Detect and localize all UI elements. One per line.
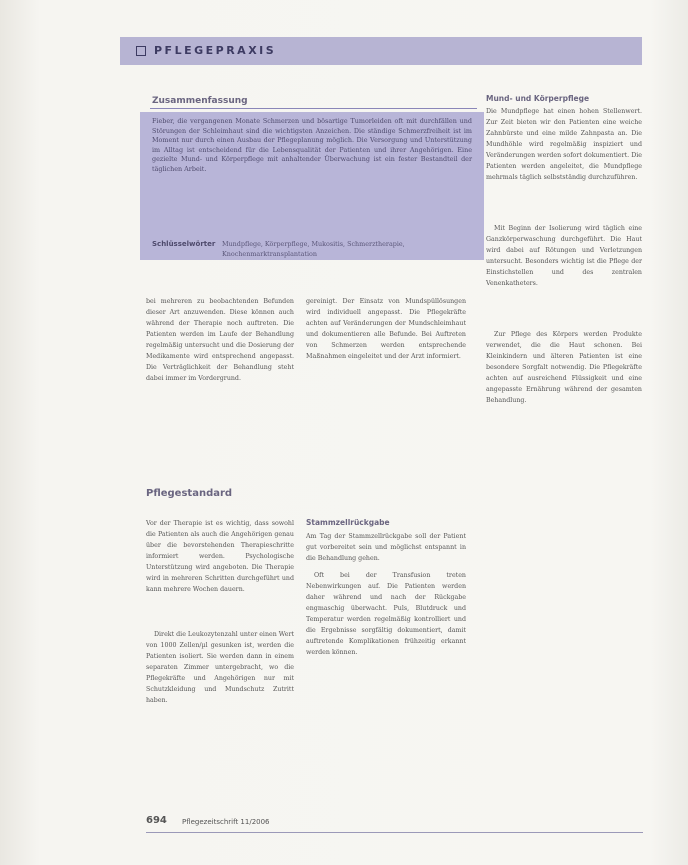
journal-name: Pflegezeitschrift 11/2006 (182, 818, 270, 826)
col3-paragraph-2: Mit Beginn der Isolierung wird täglich eine Ganzkörperwaschung durchgeführt. Die Haut wird dabei auf Rötungen und Verletzungen untersucht. Besonders wichtig ist die Pflege der Einstichstellen und des zentralen Venenkatheters. (486, 225, 642, 287)
column-2-top (306, 296, 466, 362)
keywords-text: Mundpflege, Körperpflege, Mukositis, Schmerztherapie, Knochenmarktransplantation (222, 240, 405, 258)
summary-divider (150, 108, 477, 109)
col1-paragraph-1: bei mehreren zu beobachtenden Befunden dieser Art anzuwenden. Diese können auch während der Therapie noch auftreten. Die Patienten werden im Laufe der Behandlung regelmäßig untersucht und die Dosierung der Medikamente wird entsprechend angepasst. Die Verträglichkeit der Behandlung steht dabei immer im Vordergrund. (146, 298, 294, 382)
col1-paragraph-3: Direkt die Leukozytenzahl unter einen Wert von 1000 Zellen/µl gesunken ist, werden die Patienten isoliert. Sie werden dann in einem separaten Zimmer untergebracht, wo die Pflegekräfte und Angehörigen nur mit Schutzkleidung und Mundschutz Zutritt haben. (146, 631, 295, 704)
square-icon (136, 46, 146, 56)
col2-paragraph-1: gereinigt. Der Einsatz von Mundspüllösungen wird individuell angepasst. Die Pflegekräfte achten auf Veränderungen der Mundschleimhaut und dokumentieren alle Befunde. Bei Auftreten von Schmerzen werden entsprechende Maßnahmen eingeleitet und der Arzt informiert. (306, 298, 466, 360)
summary-text: Fieber, die vergangenen Monate Schmerzen und bösartige Tumorleiden oft mit durchfällen und Störungen der Schleimhaut sind die wichtigsten Anzeichen. Die ständige Schmerzfreiheit ist im Moment nur durch einen Ausbau der Pflegeplanung möglich. Die Versorgung und Unterstützung im Alltag ist entscheidend für die Lebensqualität der Patienten und ihrer Angehörigen. Eine gezielte Mund- und Körperpflege mit anhaltender Überwachung ist ein fester Bestandteil der täglichen Arbeit. (152, 117, 472, 173)
page-number: 694 (146, 815, 167, 826)
col2-paragraph-2: Am Tag der Stammzellrückgabe soll der Patient gut vorbereitet sein und möglichst entspannt in die Behandlung gehen. (306, 533, 466, 562)
col3-paragraph-3: Zur Pflege des Körpers werden Produkte verwendet, die die Haut schonen. Bei Kleinkindern und älteren Patienten ist eine besondere Sorgfalt notwendig. Die Pflegekräfte achten auf ausreichend Flüssigkeit und eine angepasste Ernährung während der gesamten Behandlung. (486, 331, 642, 404)
column-1-top (146, 296, 294, 384)
col2-paragraph-3: Oft bei der Transfusion treten Nebenwirkungen auf. Die Patienten werden daher während und nach der Rückgabe engmaschig überwacht. Puls, Blutdruck und Temperatur werden regelmäßig kontrolliert und die Ergebnisse sorgfältig dokumentiert, damit auftretende Komplikationen frühzeitig erkannt werden können. (306, 572, 466, 656)
summary-box (140, 112, 484, 260)
keywords-label: Schlüsselwörter (152, 240, 216, 248)
section-header-bar (120, 37, 642, 65)
col2-heading: Stammzellrückgabe (306, 518, 390, 527)
column-3 (486, 106, 642, 406)
col3-heading: Mund- und Körperpflege (486, 94, 590, 103)
section-title: PFLEGEPRAXIS (154, 44, 277, 57)
summary-heading: Zusammenfassung (152, 96, 248, 106)
col3-paragraph-1: Die Mundpflege hat einen hohen Stellenwert. Zur Zeit bieten wir den Patienten eine weiche Zahnbürste und eine milde Zahnpasta an. Die Mundhöhle wird regelmäßig inspiziert und Veränderungen werden sofort dokumentiert. Die Patienten werden angeleitet, die Mundpflege mehrmals täglich selbstständig durchzuführen. (486, 108, 642, 181)
footer-divider (146, 832, 643, 833)
column-2-bottom (306, 531, 466, 658)
column-1-bottom (146, 518, 294, 706)
col1-paragraph-2: Vor der Therapie ist es wichtig, dass sowohl die Patienten als auch die Angehörigen genau über die bevorstehenden Therapieschritte informiert werden. Psychologische Unterstützung wird angeboten. Die Therapie wird in mehreren Schritten durchgeführt und kann mehrere Wochen dauern. (146, 520, 294, 593)
col1-heading: Pflegestandard (146, 488, 233, 499)
